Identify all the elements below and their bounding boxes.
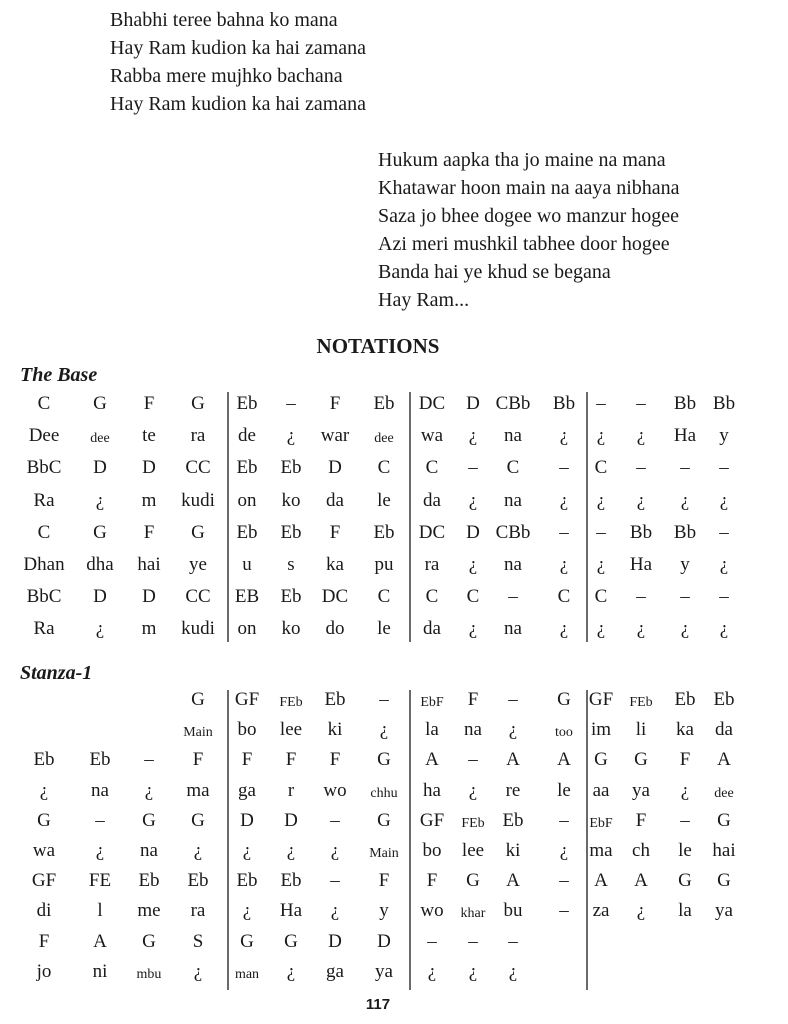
note-cell: – [330,870,340,892]
note-cell: CC [185,457,211,479]
note-cell: F [38,930,50,952]
syllable-cell: ¿ [719,554,729,575]
syllable-cell: y [379,900,389,922]
syllable-cell: ¿ [596,554,606,575]
note-cell: D [284,809,298,831]
syllable-cell: ¿ [596,425,606,447]
syllable-cell: ka [326,554,344,575]
syllable-cell: ¿ [193,840,203,861]
note-cell: DC [418,393,446,414]
syllable-cell: ya [375,960,393,982]
syllable-cell: ki [327,719,343,741]
note-cell: CC [185,586,211,608]
note-cell: Eb [280,870,302,892]
syllable-cell: man [234,966,260,982]
syllable-cell: ¿ [680,489,690,511]
note-cell: C [37,521,51,543]
note-cell: Bb [673,521,697,543]
syllable-cell: li [635,719,647,741]
lyric-line: Hay Ram kudion ka hai zamana [110,37,367,59]
bar-line [586,392,588,642]
syllable-cell: na [464,719,482,741]
note-cell: Eb [187,870,209,892]
note-cell: GF [419,809,445,831]
syllable-cell: ha [423,779,441,801]
note-cell: Eb [33,749,55,771]
syllable-cell: ¿ [719,618,729,640]
syllable-cell: ya [632,779,650,801]
syllable-cell: y [680,554,690,575]
syllable-cell: ra [190,425,206,447]
note-cell: A [594,870,608,892]
note-cell: – [680,457,690,479]
syllable-cell: khar [460,906,486,922]
syllable-cell: ga [238,779,256,801]
syllable-cell: on [237,489,257,511]
note-cell: – [468,930,478,952]
note-cell: F [143,521,155,543]
syllable-cell: ¿ [468,960,478,982]
note-cell: A [93,930,107,952]
note-cell: G [191,393,205,414]
syllable-cell: ch [632,840,650,861]
note-cell: C [377,457,391,479]
syllable-cell: pu [374,554,394,575]
note-cell: F [329,393,341,414]
syllable-cell: na [504,554,522,575]
note-cell: – [559,809,569,831]
syllable-cell: la [425,719,439,741]
note-cell: Eb [236,870,258,892]
syllable-cell: Dee [28,425,60,447]
note-cell: F [192,749,204,771]
note-cell: Eb [236,521,258,543]
syllable-cell: chhu [370,785,398,801]
syllable-cell: – [559,900,569,922]
syllable-cell: war [320,425,350,447]
syllable-cell: le [377,618,391,640]
syllable-cell: dee [374,431,394,447]
lyric-line: Khatawar hoon main na aaya nibhana [378,177,680,199]
syllable-cell: lee [461,840,485,861]
syllable-cell: ¿ [680,618,690,640]
syllable-cell: za [592,900,610,922]
syllable-cell: ¿ [596,489,606,511]
note-cell: Eb [236,393,258,414]
note-cell: FEb [629,695,653,710]
note-cell: DC [321,586,349,608]
note-cell: A [506,749,520,771]
syllable-cell: ¿ [95,618,105,640]
syllable-cell: mbu [136,966,162,982]
note-cell: CBb [495,521,531,543]
syllable-cell: le [377,489,391,511]
note-cell: G [377,749,391,771]
note-cell: EbF [420,695,444,710]
note-cell: Eb [280,457,302,479]
syllable-cell: dee [90,431,110,447]
note-cell: G [377,809,391,831]
note-cell: BbC [26,457,62,479]
note-cell: Bb [629,521,653,543]
syllable-cell: wo [323,779,347,801]
syllable-cell: wa [32,840,56,861]
note-cell: Eb [373,521,395,543]
section-title-stanza-1: Stanza-1 [20,662,93,684]
syllable-cell: ¿ [559,618,569,640]
syllable-cell: ¿ [242,900,252,922]
syllable-cell: ¿ [636,489,646,511]
note-cell: Eb [324,689,346,710]
syllable-cell: me [137,900,161,922]
bar-line [409,392,411,642]
syllable-cell: im [590,719,612,741]
lyric-line: Saza jo bhee dogee wo manzur hogee [378,205,679,227]
note-cell: F [426,870,438,892]
syllable-cell: ¿ [468,489,478,511]
bar-line [227,392,229,642]
note-cell: S [192,930,204,952]
syllable-cell: ¿ [468,554,478,575]
note-cell: F [679,749,691,771]
syllable-cell: ¿ [144,779,154,801]
syllable-cell: lee [279,719,303,741]
syllable-cell: wo [420,900,444,922]
syllable-cell: ¿ [286,840,296,861]
note-cell: – [596,521,606,543]
note-cell: GF [234,689,260,710]
syllable-cell: de [238,425,256,447]
syllable-cell: ka [676,719,694,741]
syllable-cell: kudi [181,489,215,511]
note-cell: – [559,870,569,892]
note-cell: Eb [373,393,395,414]
note-cell: – [508,689,518,710]
syllable-cell: ¿ [508,719,518,741]
note-cell: C [425,457,439,479]
lyric-line: Hay Ram... [378,289,470,311]
syllable-cell: ko [281,489,301,511]
note-cell: G [93,393,107,414]
syllable-cell: re [505,779,521,801]
note-cell: A [717,749,731,771]
syllable-cell: ¿ [559,425,569,447]
note-cell: D [466,393,480,414]
syllable-cell: ra [190,900,206,922]
note-cell: – [468,749,478,771]
syllable-cell: di [36,900,52,922]
note-cell: Eb [138,870,160,892]
note-cell: G [240,930,254,952]
lyric-line: Hay Ram kudion ka hai zamana [110,93,367,115]
note-cell: G [37,809,51,831]
note-cell: F [143,393,155,414]
note-cell: CBb [495,393,531,414]
syllable-cell: na [504,618,522,640]
syllable-cell: on [237,618,257,640]
syllable-cell: ¿ [286,425,296,447]
syllable-cell: jo [36,960,52,982]
syllable-cell: la [678,900,692,922]
syllable-cell: bo [422,840,442,861]
note-cell: D [240,809,254,831]
note-cell: G [191,521,205,543]
bar-line [409,690,411,990]
syllable-cell: hai [712,840,736,861]
note-cell: C [425,586,439,608]
syllable-cell: ¿ [636,425,646,447]
note-cell: FEb [279,695,303,710]
note-cell: C [557,586,571,608]
note-cell: Eb [280,521,302,543]
note-cell: F [635,809,647,831]
note-cell: A [425,749,439,771]
syllable-cell: dha [86,554,114,575]
note-cell: A [557,749,571,771]
note-cell: C [594,457,608,479]
syllable-cell: y [719,425,729,447]
section-title-base: The Base [20,364,98,386]
page-number: 117 [365,996,391,1013]
note-cell: – [330,809,340,831]
note-cell: D [328,930,342,952]
note-cell: Eb [280,586,302,608]
note-cell: Eb [502,809,524,831]
syllable-cell: l [97,900,103,922]
note-cell: – [559,457,569,479]
note-cell: C [466,586,480,608]
syllable-cell: ¿ [39,779,49,801]
syllable-cell: ye [189,554,207,575]
note-cell: F [378,870,390,892]
note-cell: F [329,521,341,543]
note-cell: FEb [461,815,485,831]
note-cell: G [191,809,205,831]
lyric-line: Rabba mere mujhko bachana [110,65,343,87]
syllable-cell: kudi [181,618,215,640]
syllable-cell: Ra [33,489,55,511]
note-cell: G [594,749,608,771]
bar-line [586,690,588,990]
syllable-cell: ya [715,900,733,922]
syllable-cell: ¿ [468,618,478,640]
note-cell: Eb [236,457,258,479]
note-cell: – [144,749,154,771]
note-cell: – [508,930,518,952]
note-cell: D [93,586,107,608]
syllable-cell: Main [183,725,213,741]
syllable-cell: bo [237,719,257,741]
lyric-line: Bhabhi teree bahna ko mana [110,9,338,31]
note-cell: – [719,457,729,479]
note-cell: – [468,457,478,479]
syllable-cell: ¿ [193,960,203,982]
note-cell: G [678,870,692,892]
note-cell: G [634,749,648,771]
note-cell: G [557,689,571,710]
syllable-cell: Ha [673,425,697,447]
syllable-cell: Ra [33,618,55,640]
note-cell: – [719,521,729,543]
note-cell: C [377,586,391,608]
note-cell: C [37,393,51,414]
syllable-cell: ni [92,960,108,982]
syllable-cell: na [91,779,109,801]
note-cell: A [506,870,520,892]
syllable-cell: ¿ [95,489,105,511]
syllable-cell: ¿ [719,489,729,511]
syllable-cell: ¿ [468,779,478,801]
note-cell: Bb [552,393,576,414]
syllable-cell: le [557,779,571,801]
note-cell: G [717,870,731,892]
syllable-cell: ki [505,840,521,861]
syllable-cell: u [242,554,252,575]
note-cell: – [680,809,690,831]
note-cell: EbF [589,815,613,831]
syllable-cell: ¿ [559,554,569,575]
syllable-cell: ko [281,618,301,640]
note-cell: Eb [89,749,111,771]
note-cell: Eb [713,689,735,710]
note-cell: GF [31,870,57,892]
note-cell: F [467,689,479,710]
syllable-cell: s [287,554,295,575]
note-cell: G [142,809,156,831]
syllable-cell: ¿ [680,779,690,801]
note-cell: G [142,930,156,952]
syllable-cell: Ha [629,554,653,575]
note-cell: GF [588,689,614,710]
note-cell: G [466,870,480,892]
note-cell: G [191,689,205,710]
lyrics-block-1 [110,6,366,118]
syllable-cell: do [325,618,345,640]
syllable-cell: ma [589,840,613,861]
note-cell: – [636,393,646,414]
syllable-cell: ¿ [596,618,606,640]
syllable-cell: too [555,725,573,741]
syllable-cell: ga [326,960,344,982]
note-cell: F [285,749,297,771]
syllable-cell: ¿ [379,719,389,741]
syllable-cell: ¿ [286,960,296,982]
lyric-line: Banda hai ye khud se begana [378,261,611,283]
lyric-line: Hukum aapka tha jo maine na mana [378,149,666,171]
syllable-cell: Main [369,846,399,861]
note-cell: FE [88,870,112,892]
note-cell: D [377,930,391,952]
syllable-cell: ¿ [95,840,105,861]
note-cell: – [508,586,518,608]
syllable-cell: ¿ [427,960,437,982]
syllable-cell: te [142,425,156,447]
syllable-cell: le [678,840,692,861]
note-cell: – [719,586,729,608]
note-cell: Bb [673,393,697,414]
bar-line [227,690,229,990]
note-cell: – [95,809,105,831]
lyric-line: Azi meri mushkil tabhee door hogee [378,233,670,255]
note-cell: D [142,457,156,479]
note-cell: D [328,457,342,479]
note-cell: EB [234,586,260,608]
note-cell: C [594,586,608,608]
note-cell: – [427,930,437,952]
syllable-cell: ¿ [559,489,569,511]
syllable-cell: m [141,489,157,511]
syllable-cell: na [504,489,522,511]
syllable-cell: ¿ [468,425,478,447]
lyrics-block-2 [378,146,680,314]
syllable-cell: aa [592,779,610,801]
syllable-cell: Dhan [23,554,65,575]
note-cell: – [596,393,606,414]
note-cell: DC [418,521,446,543]
note-cell: – [680,586,690,608]
note-cell: G [717,809,731,831]
note-cell: F [241,749,253,771]
syllable-cell: bu [503,900,523,922]
note-cell: D [466,521,480,543]
note-cell: – [559,521,569,543]
note-cell: Bb [712,393,736,414]
syllable-cell: ra [424,554,440,575]
note-cell: – [286,393,296,414]
note-cell: C [506,457,520,479]
syllable-cell: ¿ [330,840,340,861]
syllable-cell: Ha [279,900,303,922]
syllable-cell: ¿ [636,618,646,640]
syllable-cell: da [715,719,733,741]
syllable-cell: r [287,779,295,801]
note-cell: – [636,586,646,608]
note-cell: D [142,586,156,608]
syllable-cell: wa [420,425,444,447]
note-cell: F [329,749,341,771]
note-cell: BbC [26,586,62,608]
note-cell: – [636,457,646,479]
note-cell: Eb [674,689,696,710]
note-cell: – [379,689,389,710]
syllable-cell: m [141,618,157,640]
notations-heading: NOTATIONS [316,334,440,358]
syllable-cell: ¿ [508,960,518,982]
syllable-cell: ma [186,779,210,801]
syllable-cell: dee [714,785,734,801]
syllable-cell: ¿ [242,840,252,861]
syllable-cell: na [140,840,158,861]
syllable-cell: na [504,425,522,447]
syllable-cell: ¿ [559,840,569,861]
note-cell: G [284,930,298,952]
note-cell: A [634,870,648,892]
syllable-cell: hai [137,554,161,575]
syllable-cell: ¿ [330,900,340,922]
note-cell: G [93,521,107,543]
syllable-cell: ¿ [636,900,646,922]
syllable-cell: da [423,618,441,640]
note-cell: D [93,457,107,479]
syllable-cell: da [326,489,344,511]
syllable-cell: da [423,489,441,511]
